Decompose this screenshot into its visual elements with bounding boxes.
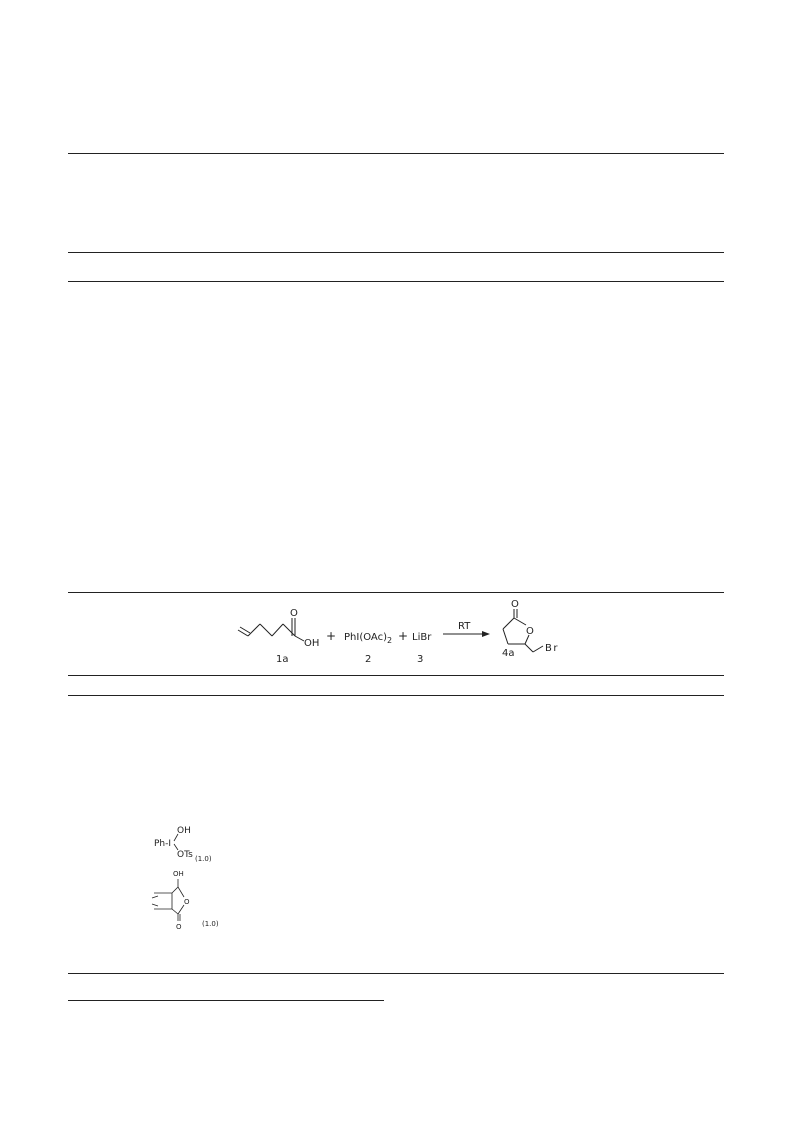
table2-header-rule (68, 695, 724, 696)
koser-equiv-label: (1.0) (195, 855, 212, 863)
table-header-rule (68, 252, 724, 253)
lactone-carbonyl-oxygen-label: O (511, 599, 519, 610)
compound-label-3: 3 (417, 654, 424, 665)
koser-phi-label: Ph-I (154, 839, 172, 849)
pentenoic-acid-structure (238, 618, 304, 641)
compound-label-2: 2 (365, 654, 372, 665)
hydroxyl-label: OH (304, 638, 320, 649)
benziodoxolone-ring-o-label: O (184, 898, 190, 906)
footnote-rule (68, 1000, 384, 1001)
table-top-rule (68, 153, 724, 154)
bromo-label: Br (545, 643, 559, 654)
benziodoxolone-oh-label: OH (173, 870, 184, 878)
compound-label-1a: 1a (276, 654, 289, 665)
table-bottom-rule (68, 281, 724, 282)
benziodoxolone-equiv-label: (1.0) (202, 920, 219, 928)
lactone-structure (503, 609, 543, 652)
compound-label-4a: 4a (502, 648, 515, 659)
benziodoxolone-structure (150, 868, 230, 934)
scheme-top-rule (68, 592, 724, 593)
table2-bottom-rule (68, 973, 724, 974)
plus-sign-2: + (398, 629, 409, 643)
ring-oxygen-label: O (526, 626, 534, 637)
koser-ots-label: OTs (177, 850, 193, 860)
oxygen-label: O (290, 608, 298, 619)
lithium-bromide-label: LiBr (412, 632, 432, 643)
plus-sign-1: + (326, 629, 337, 643)
benziodoxolone-carbonyl-o-label: O (176, 923, 182, 931)
reaction-scheme (220, 596, 580, 674)
condition-label: RT (458, 621, 471, 632)
koser-oh-label: OH (177, 826, 191, 836)
koser-reagent-structure (150, 820, 230, 864)
reagent-label: $PhI(OAc)_2$ (344, 632, 393, 645)
scheme-bottom-rule (68, 675, 724, 676)
